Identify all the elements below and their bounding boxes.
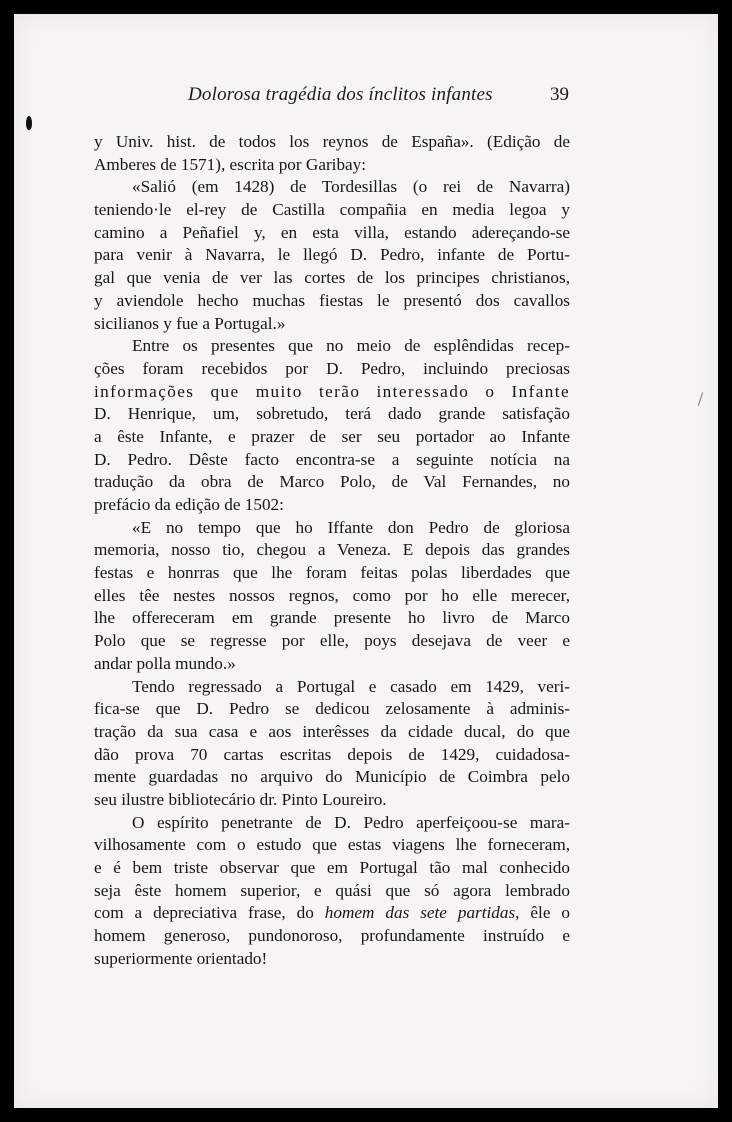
- text-line: dão prova 70 cartas escritas depois de 1429, cuidadosa-: [94, 744, 570, 764]
- text-line: ções foram recebidos por D. Pedro, incluindo preciosas: [94, 358, 570, 378]
- text-line: fica-se que D. Pedro se dedicou zelosamente à adminis-: [94, 699, 570, 719]
- text-line: y aviendole hecho muchas fiestas le presentó dos cavallos: [94, 290, 570, 310]
- text-line: memoria, nosso tio, chegou a Veneza. E depois das grandes: [94, 540, 570, 560]
- text-line: Amberes de 1571), escrita por Garibay:: [94, 154, 367, 174]
- text-line: superiormente orientado!: [94, 948, 268, 968]
- text-line: prefácio da edição de 1502:: [94, 495, 284, 514]
- text-line: seu ilustre bibliotecário dr. Pinto Loureiro.: [94, 789, 387, 809]
- running-title: Dolorosa tragédia dos ínclitos infantes: [188, 84, 493, 105]
- page-number: 39: [550, 84, 569, 105]
- italic-phrase: homem das sete partidas: [324, 903, 516, 923]
- text-line: vilhosamente com o estudo que estas viagens lhe forneceram,: [94, 835, 570, 855]
- text-line: andar polla mundo.»: [94, 653, 236, 673]
- text-line: homem generoso, pundonoroso, profundamente instruído e: [94, 926, 570, 946]
- text-line: com a depreciativa frase, do homem das sete partidas, êle o: [94, 903, 570, 923]
- ink-blot: [26, 116, 32, 130]
- text-line: Polo que se regresse por elle, poys desejava de veer e: [94, 631, 570, 651]
- text-line: festas e honrras que lhe foram feitas polas liberdades que: [94, 563, 570, 583]
- body-text: [94, 131, 570, 970]
- text-line: tração da sua casa e aos interêsses da cidade ducal, do que: [94, 721, 570, 741]
- text-line: elles têe nestes nossos regnos, como por ho elle merecer,: [94, 585, 570, 605]
- text-line: seja êste homem superior, e quási que só agora lembrado: [94, 880, 570, 900]
- text-line: Entre os presentes que no meio de esplêndidas recep-: [132, 336, 570, 356]
- text-line: teniendo·le el-rey de Castilla compañia en media legoa y: [94, 200, 570, 220]
- text-line: sicilianos y fue a Portugal.»: [94, 313, 286, 333]
- text-line: «E no tempo que ho Iffante don Pedro de gloriosa: [132, 517, 570, 537]
- text-line: y Univ. hist. de todos los reynos de España». (Edição de: [94, 132, 570, 151]
- text-line: camino a Peñafiel y, en esta villa, estando adereçando-se: [94, 222, 570, 242]
- text-line: «Salió (em 1428) de Tordesillas (o rei de Navarra): [132, 177, 570, 197]
- text-line: e é bem triste observar que em Portugal tão mal conhecido: [94, 858, 570, 877]
- text-line: Tendo regressado a Portugal e casado em 1429, veri-: [132, 676, 570, 696]
- text-line: O espírito penetrante de D. Pedro aperfeiçoou-se mara-: [132, 812, 570, 832]
- text-line: mente guardadas no arquivo do Município de Coimbra pelo: [94, 767, 570, 787]
- text-line: D. Pedro. Dêste facto encontra-se a seguinte notícia na: [94, 449, 570, 469]
- text-line: lhe offereceram em grande presente ho livro de Marco: [94, 608, 570, 628]
- text-line: tradução da obra de Marco Polo, de Val Fernandes, no: [94, 472, 570, 492]
- margin-pencil-mark: [698, 392, 703, 406]
- text-line: para venir à Navarra, le llegó D. Pedro, infante de Portu-: [94, 245, 570, 265]
- text-line: D. Henrique, um, sobretudo, terá dado grande satisfação: [94, 404, 570, 424]
- text-line: a êste Infante, e prazer de ser seu portador ao Infante: [94, 426, 570, 446]
- text-line: informações que muito terão interessado o Infante: [94, 381, 570, 401]
- text-line: gal que venia de ver las cortes de los principes christianos,: [94, 268, 570, 288]
